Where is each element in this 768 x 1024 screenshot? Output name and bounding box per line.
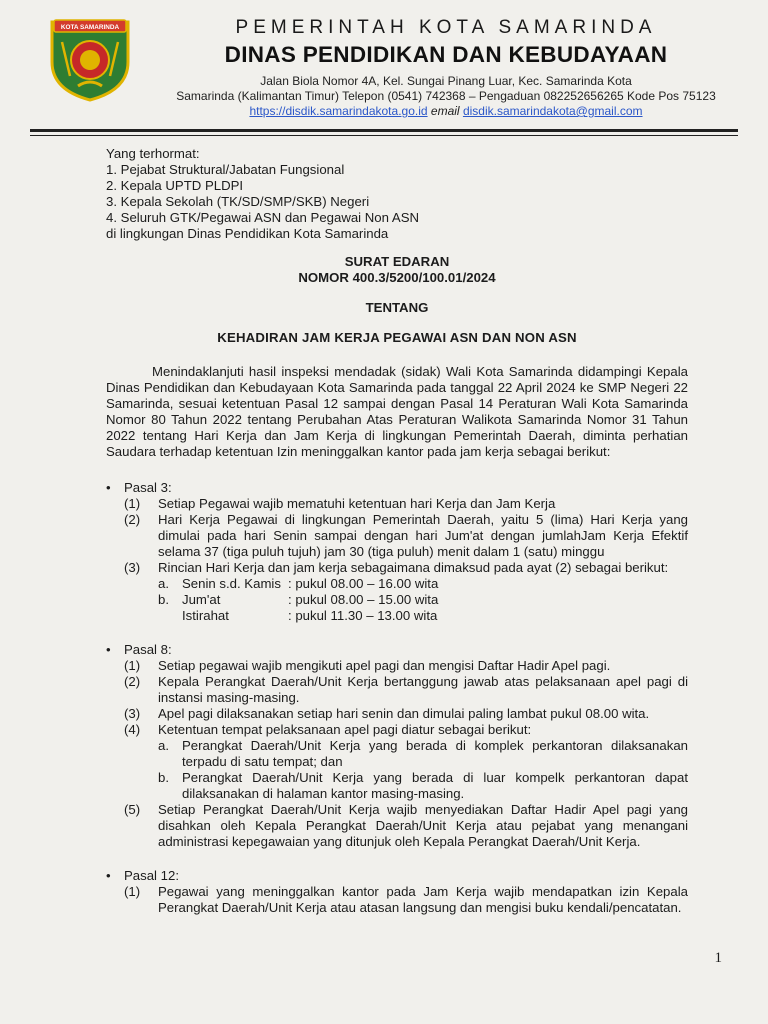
city-emblem-logo [48,16,132,102]
pasal-12-section [106,868,688,916]
letterhead [140,16,752,119]
address-line-1: Jalan Biola Nomor 4A, Kel. Sungai Pinang Luar, Kec. Samarinda Kota [260,74,632,88]
logo-text: KOTA SAMARINDA [60,24,120,31]
list-item: (1) Setiap Pegawai wajib mematuhi ketentuan hari Kerja dan Jam Kerja [124,496,556,511]
schedule-time: : pukul 11.30 – 13.00 wita [288,608,438,623]
letter-about: TENTANG [365,300,429,315]
work-schedule [158,576,688,624]
schedule-time: : pukul 08.00 – 16.00 wita [288,576,439,591]
list-item: (3) Rincian Hari Kerja dan jam kerja sebagaimana dimaksud pada ayat (2) sebagai berikut: a. Senin s.d. Kamis : pukul 08.00 – 16.00 wita b. Jum'at : pukul 08.00 – 15.00 wita Istirahat : pukul 11.30 – 13.00 wita [106,560,688,624]
schedule-day: b. Jum'at [158,592,221,607]
contact-line [140,104,752,119]
website-link[interactable]: https://disdik.samarindakota.go.id [249,104,428,118]
schedule-day: a. Senin s.d. Kamis [158,576,281,591]
sub-list-item: a. Perangkat Daerah/Unit Kerja yang berada di komplek perkantoran dilaksanakan terpadu di satu tempat; dan [158,738,688,769]
schedule-day: Istirahat [182,608,229,623]
page-number: 1 [714,950,722,966]
list-item: (5) Setiap Perangkat Daerah/Unit Kerja wajib menyediakan Daftar Hadir Apel pagi yang disahkan oleh Kepala Perangkat Daerah/Unit Kerja atau pejabat yang menangani administrasi kepegawaian yang ditunjuk oleh Kepala Perangkat Daerah/Unit Kerja. [124,802,688,849]
address-line-2: Samarinda (Kalimantan Timur) Telepon (0541) 742368 – Pengaduan 082252656265 Kode Pos 75123 [176,89,716,103]
recipient-1: 1. Pejabat Struktural/Jabatan Fungsional [106,162,345,177]
list-item: (1) Setiap pegawai wajib mengikuti apel pagi dan mengisi Daftar Hadir Apel pagi. [124,658,611,673]
email-link[interactable]: disdik.samarindakota@gmail.com [462,104,643,118]
recipient-2: 2. Kepala UPTD PLDPI [106,178,244,193]
schedule-time: : pukul 08.00 – 15.00 wita [288,592,439,607]
pasal-title: Pasal 3: [124,480,172,495]
letter-type: SURAT EDARAN [344,254,450,269]
bullet-icon: • [106,642,111,657]
recipient-3: 3. Kepala Sekolah (TK/SD/SMP/SKB) Negeri [106,194,370,209]
letter-subject: KEHADIRAN JAM KERJA PEGAWAI ASN DAN NON ASN [217,330,577,345]
letter-body [106,146,688,916]
list-item: (2) Hari Kerja Pegawai di lingkungan Pemerintah Daerah, yaitu 5 (lima) Hari Kerja yang dimulai pada hari Senin sampai dengan hari Jum'at dengan jumlahJam Kerja Efektif selama 37 (tiga puluh tujuh) jam 30 (tiga puluh) menit dalam 1 (satu) minggu [124,512,688,559]
letterhead-rule-thin [30,135,738,136]
letterhead-rule-thick [30,129,738,132]
addressee-block [106,146,688,242]
pasal-3-section [106,480,688,624]
sub-list-item: b. Perangkat Daerah/Unit Kerja yang berada di luar kompelk perkantoran dapat dilaksanakan di halaman kantor masing-masing. [158,770,688,801]
salutation: Yang terhormat: [106,146,200,161]
list-item: (3) Apel pagi dilaksanakan setiap hari senin dan dimulai paling lambat pukul 08.00 wita. [124,706,650,721]
intro-paragraph: Menindaklanjuti hasil inspeksi mendadak (sidak) Wali Kota Samarinda didampingi Kepala Dinas Pendidikan dan Kebudayaan Kota Samarinda pada tanggal 22 April 2024 ke SMP Negeri 22 Samarinda, sesuai ketentuan Pasal 12 sampai dengan Pasal 14 Peraturan Wali Kota Samarinda Nomor 80 Tahun 2022 tentang Perubahan Atas Peraturan Walikota Samarinda Nomor 31 Tahun 2022 tentang Hari Kerja dan Jam Kerja di lingkungan Pemerintah Daerah, diminta perhatian Saudara terhadap ketentuan Izin meninggalkan kantor pada jam kerja sebagai berikut: [106,364,688,459]
government-name: PEMERINTAH KOTA SAMARINDA [235,17,657,38]
pasal-8-section [106,642,688,850]
bullet-icon: • [106,480,111,495]
pasal-title: Pasal 12: [124,868,179,883]
department-name: DINAS PENDIDIKAN DAN KEBUDAYAAN [224,42,668,67]
letter-number: NOMOR 400.3/5200/100.01/2024 [298,270,496,285]
email-label: email [430,104,460,118]
list-item: (4) Ketentuan tempat pelaksanaan apel pagi diatur sebagai berikut: a. Perangkat Daerah/Unit Kerja yang berada di komplek perkantoran dilaksanakan terpadu di satu tempat; dan b. Perangkat Daerah/Unit Kerja yang berada di luar kompelk perkantoran dapat dilaksanakan di halaman kantor masing-masing. [124,722,688,801]
list-item: (1) Pegawai yang meninggalkan kantor pada Jam Kerja wajib mendapatkan izin Kepala Perangkat Daerah/Unit Kerja atau atasan langsung dan mengisi buku kendali/pencatatan. [124,884,688,915]
pasal-title: Pasal 8: [124,642,172,657]
bullet-icon: • [106,868,111,883]
list-item: (2) Kepala Perangkat Daerah/Unit Kerja bertanggung jawab atas pelaksanaan apel pagi di instansi masing-masing. [124,674,688,705]
recipient-location: di lingkungan Dinas Pendidikan Kota Samarinda [106,226,389,241]
recipient-4: 4. Seluruh GTK/Pegawai ASN dan Pegawai Non ASN [106,210,420,225]
